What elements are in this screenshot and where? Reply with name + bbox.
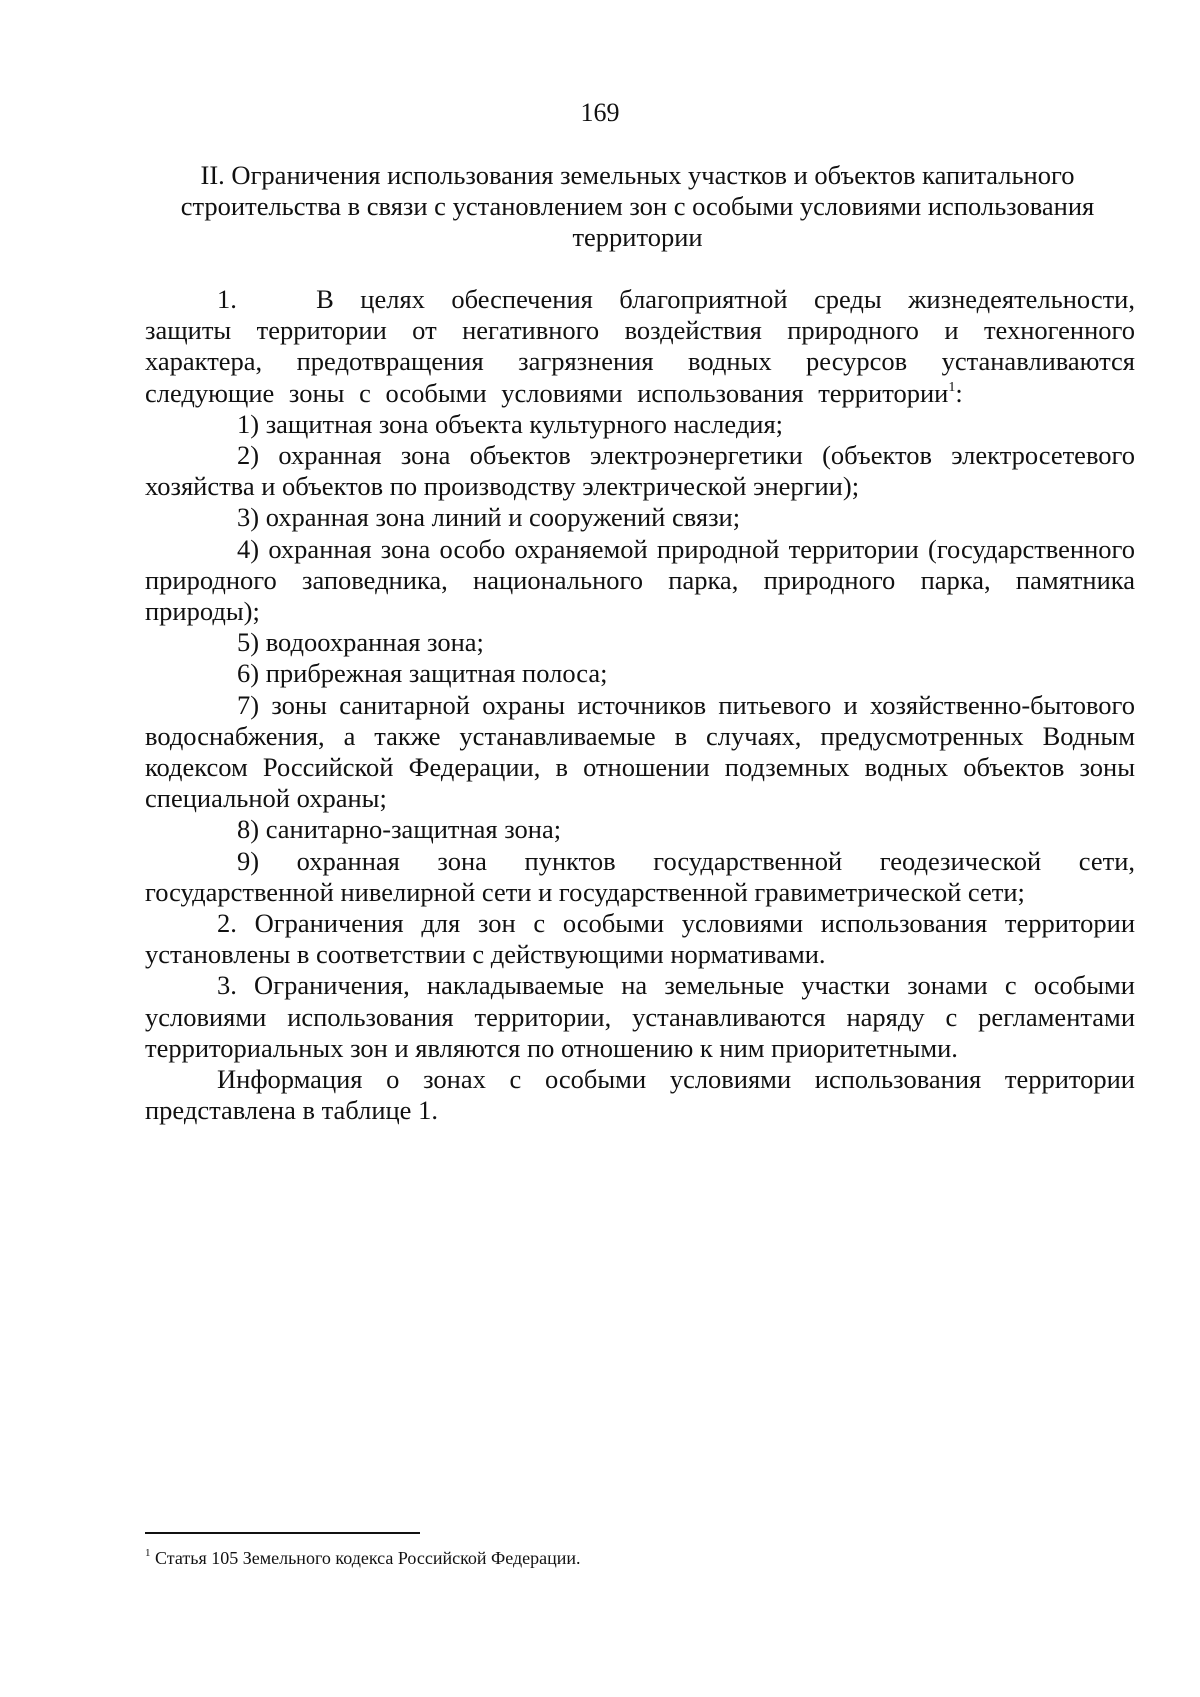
list-item-4: 4) охранная зона особо охраняемой природной территории (государственного природного заповедника, национального парка, природного парка, памятника природы);: [145, 533, 1135, 627]
footnote: [145, 1546, 945, 1570]
paragraph-2: 2. Ограничения для зон с особыми условиями использования территории установлены в соответствии с действующими нормативами.: [145, 908, 1135, 970]
page-number: 169: [580, 98, 620, 127]
list-item-3: 3) охранная зона линий и сооружений связи;: [237, 502, 741, 533]
list-item-7: 7) зоны санитарной охраны источников питьевого и хозяйственно-бытового водоснабжения, а также устанавливаемые в случаях, предусмотренных Водным кодексом Российской Федерации, в отношении подземных водных объектов зоны специальной охраны;: [145, 689, 1135, 814]
footnote-reference: 1: [948, 379, 956, 395]
list-item-6: 6) прибрежная защитная полоса;: [237, 658, 608, 689]
section-heading: [150, 160, 1125, 253]
list-item-5: 5) водоохранная зона;: [237, 627, 484, 658]
list-item-9: 9) охранная зона пунктов государственной геодезической сети, государственной нивелирной сети и государственной гравиметрической сети;: [145, 845, 1135, 907]
list-item-2: 2) охранная зона объектов электроэнергетики (объектов электросетевого хозяйства и объектов по производству электрической энергии);: [145, 440, 1135, 502]
paragraph-4: Информация о зонах с особыми условиями использования территории представлена в таблице 1.: [145, 1064, 1135, 1126]
footnote-text: Статья 105 Земельного кодекса Российской Федерации.: [150, 1548, 581, 1568]
paragraph-1-tail: :: [955, 377, 963, 408]
footnote-separator: [145, 1532, 420, 1534]
heading-line-2: строительства в связи с установлением зон с особыми условиями использования: [180, 191, 1095, 221]
list-item-8: 8) санитарно-защитная зона;: [237, 814, 562, 845]
heading-line-3: территории: [572, 222, 703, 252]
heading-line-1: II. Ограничения использования земельных участков и объектов капитального: [200, 160, 1075, 190]
paragraph-3: 3. Ограничения, накладываемые на земельные участки зонами с особыми условиями использования территории, устанавливаются наряду с регламентами территориальных зон и являются по отношению к ним приоритетными.: [145, 970, 1135, 1063]
footnote-mark: 1: [145, 1547, 151, 1559]
paragraph-1: [145, 284, 1135, 409]
list-item-1: 1) защитная зона объекта культурного наследия;: [237, 408, 784, 439]
document-body: [145, 284, 1135, 1126]
paragraph-1-text: 1. В целях обеспечения благоприятной среды жизнедеятельности, защиты территории от негативного воздействия природного и техногенного характера, предотвращения загрязнения водных ресурсов устанавливаются следующие зоны с особыми условиями использования территории: [145, 284, 1135, 408]
